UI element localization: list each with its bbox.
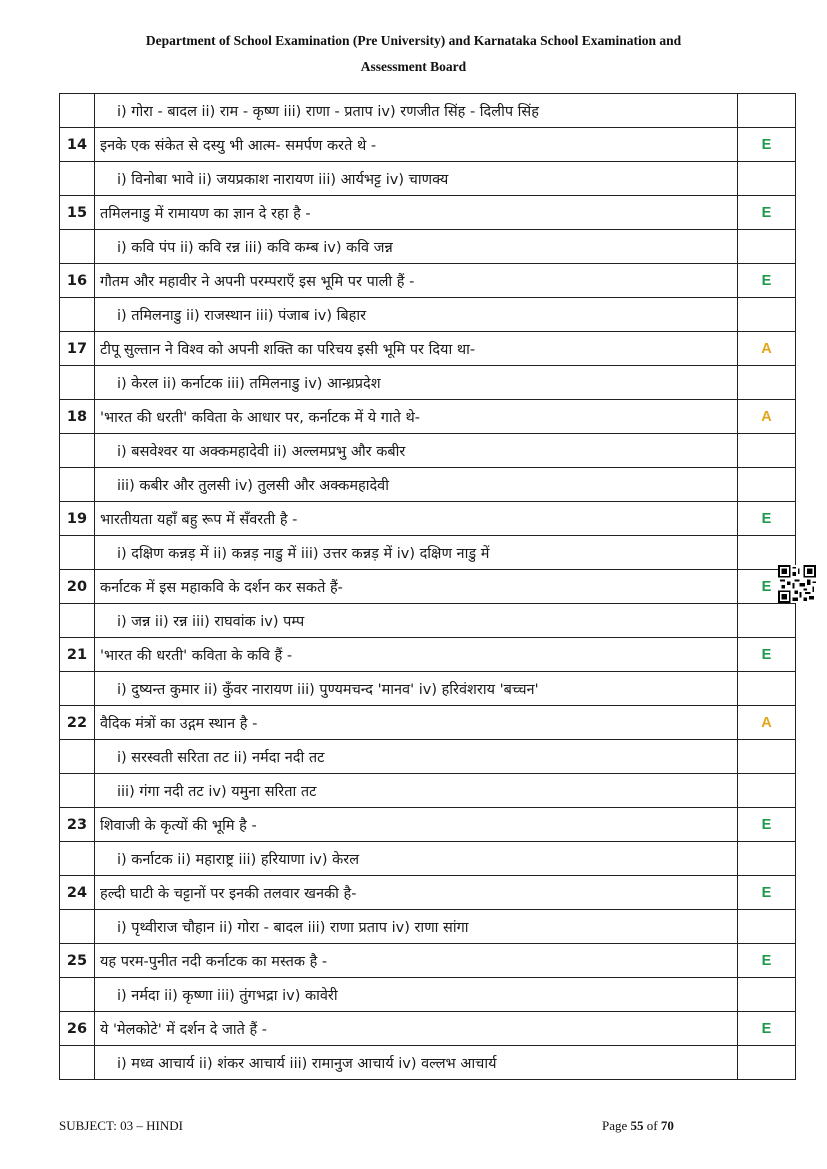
difficulty-level xyxy=(738,230,796,264)
question-row xyxy=(60,808,796,842)
question-number xyxy=(60,94,95,128)
difficulty-level: E xyxy=(738,264,796,298)
difficulty-level xyxy=(738,910,796,944)
question-number: 25 xyxy=(60,944,95,978)
difficulty-level: E xyxy=(738,570,796,604)
question-text: वैदिक मंत्रों का उद्गम स्थान है - xyxy=(95,706,738,740)
question-number xyxy=(60,774,95,808)
footer-page-word: Page xyxy=(602,1118,628,1133)
difficulty-level: A xyxy=(738,706,796,740)
question-row xyxy=(60,196,796,230)
question-number xyxy=(60,604,95,638)
options-row xyxy=(60,842,796,876)
question-text: हल्दी घाटी के चट्टानों पर इनकी तलवार खनकी है- xyxy=(95,876,738,910)
difficulty-level: E xyxy=(738,502,796,536)
difficulty-level xyxy=(738,978,796,1012)
difficulty-level: E xyxy=(738,128,796,162)
options-text: i) कर्नाटक ii) महाराष्ट्र iii) हरियाणा iv) केरल xyxy=(95,842,738,876)
question-text: कर्नाटक में इस महाकवि के दर्शन कर सकते हैं- xyxy=(95,570,738,604)
question-row xyxy=(60,264,796,298)
question-number: 23 xyxy=(60,808,95,842)
question-number: 21 xyxy=(60,638,95,672)
question-text: 'भारत की धरती' कविता के आधार पर, कर्नाटक में ये गाते थे- xyxy=(95,400,738,434)
question-number: 16 xyxy=(60,264,95,298)
question-number: 20 xyxy=(60,570,95,604)
options-row xyxy=(60,604,796,638)
difficulty-level xyxy=(738,366,796,400)
difficulty-level xyxy=(738,94,796,128)
options-text: i) दुष्यन्त कुमार ii) कुँवर नारायण iii) पुण्यमचन्द 'मानव' iv) हरिवंशराय 'बच्चन' xyxy=(95,672,738,706)
options-text: i) गोरा - बादल ii) राम - कृष्ण iii) राणा - प्रताप iv) रणजीत सिंह - दिलीप सिंह xyxy=(95,94,738,128)
footer-page xyxy=(602,1118,674,1134)
difficulty-level xyxy=(738,774,796,808)
options-text: i) बसवेश्वर या अक्कमहादेवी ii) अल्लमप्रभु और कबीर xyxy=(95,434,738,468)
question-text: 'भारत की धरती' कविता के कवि हैं - xyxy=(95,638,738,672)
question-text: गौतम और महावीर ने अपनी परम्पराएँ इस भूमि पर पाली हैं - xyxy=(95,264,738,298)
options-row xyxy=(60,434,796,468)
difficulty-level: E xyxy=(738,944,796,978)
question-number: 26 xyxy=(60,1012,95,1046)
question-number xyxy=(60,366,95,400)
options-text: i) जन्न ii) रन्न iii) राघवांक iv) पम्प xyxy=(95,604,738,638)
options-row xyxy=(60,162,796,196)
footer-page-of: of xyxy=(646,1118,658,1133)
difficulty-level xyxy=(738,162,796,196)
question-text: ये 'मेलकोटे' में दर्शन दे जाते हैं - xyxy=(95,1012,738,1046)
question-row xyxy=(60,332,796,366)
difficulty-level: E xyxy=(738,876,796,910)
options-row xyxy=(60,536,796,570)
question-number xyxy=(60,1046,95,1080)
options-text: i) तमिलनाडु ii) राजस्थान iii) पंजाब iv) बिहार xyxy=(95,298,738,332)
footer-page-total: 70 xyxy=(660,1118,674,1133)
question-number xyxy=(60,910,95,944)
question-number xyxy=(60,978,95,1012)
difficulty-level xyxy=(738,604,796,638)
question-row xyxy=(60,502,796,536)
question-text: इनके एक संकेत से दस्यु भी आत्म- समर्पण करते थे - xyxy=(95,128,738,162)
options-row xyxy=(60,298,796,332)
question-number xyxy=(60,536,95,570)
options-text: i) मध्व आचार्य ii) शंकर आचार्य iii) रामानुज आचार्य iv) वल्लभ आचार्य xyxy=(95,1046,738,1080)
options-row xyxy=(60,230,796,264)
options-row xyxy=(60,1046,796,1080)
question-text: टीपू सुल्तान ने विश्व को अपनी शक्ति का परिचय इसी भूमि पर दिया था- xyxy=(95,332,738,366)
question-row xyxy=(60,638,796,672)
question-number: 17 xyxy=(60,332,95,366)
options-text: i) दक्षिण कन्नड़ में ii) कन्नड़ नाडु में iii) उत्तर कन्नड़ में iv) दक्षिण नाडु में xyxy=(95,536,738,570)
question-number: 19 xyxy=(60,502,95,536)
footer-page-current: 55 xyxy=(630,1118,644,1133)
question-text: शिवाजी के कृत्यों की भूमि है - xyxy=(95,808,738,842)
question-row xyxy=(60,876,796,910)
question-number xyxy=(60,842,95,876)
question-number xyxy=(60,230,95,264)
difficulty-level: E xyxy=(738,808,796,842)
difficulty-level: E xyxy=(738,1012,796,1046)
question-text: तमिलनाडु में रामायण का ज्ञान दे रहा है - xyxy=(95,196,738,230)
question-table xyxy=(59,93,796,1080)
options-row xyxy=(60,366,796,400)
question-number xyxy=(60,672,95,706)
question-number: 18 xyxy=(60,400,95,434)
question-number xyxy=(60,434,95,468)
difficulty-level xyxy=(738,740,796,774)
options-row xyxy=(60,774,796,808)
header-line-1: Department of School Examination (Pre University) and Karnataka School Examination and xyxy=(145,33,682,48)
options-row xyxy=(60,672,796,706)
options-text: i) पृथ्वीराज चौहान ii) गोरा - बादल iii) राणा प्रताप iv) राणा सांगा xyxy=(95,910,738,944)
difficulty-level: A xyxy=(738,332,796,366)
question-row xyxy=(60,400,796,434)
difficulty-level xyxy=(738,468,796,502)
question-row xyxy=(60,944,796,978)
options-row xyxy=(60,94,796,128)
difficulty-level xyxy=(738,434,796,468)
difficulty-level xyxy=(738,672,796,706)
difficulty-level: E xyxy=(738,638,796,672)
question-number xyxy=(60,298,95,332)
question-number xyxy=(60,468,95,502)
question-number: 14 xyxy=(60,128,95,162)
question-number: 15 xyxy=(60,196,95,230)
difficulty-level xyxy=(738,842,796,876)
options-text: i) नर्मदा ii) कृष्णा iii) तुंगभद्रा iv) कावेरी xyxy=(95,978,738,1012)
options-row xyxy=(60,468,796,502)
header-line-2: Assessment Board xyxy=(360,59,467,74)
difficulty-level xyxy=(738,1046,796,1080)
question-number: 24 xyxy=(60,876,95,910)
difficulty-level: A xyxy=(738,400,796,434)
question-text: भारतीयता यहाँ बहु रूप में सँवरती है - xyxy=(95,502,738,536)
question-number: 22 xyxy=(60,706,95,740)
footer-subject: SUBJECT: 03 – HINDI xyxy=(59,1118,183,1133)
question-table-body xyxy=(60,94,796,1080)
question-row xyxy=(60,706,796,740)
question-row xyxy=(60,128,796,162)
options-text: iii) गंगा नदी तट iv) यमुना सरिता तट xyxy=(95,774,738,808)
options-row xyxy=(60,978,796,1012)
difficulty-level xyxy=(738,298,796,332)
options-text: i) सरस्वती सरिता तट ii) नर्मदा नदी तट xyxy=(95,740,738,774)
question-number xyxy=(60,740,95,774)
options-text: i) कवि पंप ii) कवि रन्न iii) कवि कम्ब iv) कवि जन्न xyxy=(95,230,738,264)
question-text: यह परम-पुनीत नदी कर्नाटक का मस्तक है - xyxy=(95,944,738,978)
question-number xyxy=(60,162,95,196)
question-row xyxy=(60,1012,796,1046)
options-text: i) केरल ii) कर्नाटक iii) तमिलनाडु iv) आन्ध्रप्रदेश xyxy=(95,366,738,400)
options-text: i) विनोबा भावे ii) जयप्रकाश नारायण iii) आर्यभट्ट iv) चाणक्य xyxy=(95,162,738,196)
qr-code-icon xyxy=(778,565,816,603)
options-row xyxy=(60,910,796,944)
question-row xyxy=(60,570,796,604)
difficulty-level: E xyxy=(738,196,796,230)
options-row xyxy=(60,740,796,774)
options-text: iii) कबीर और तुलसी iv) तुलसी और अक्कमहादेवी xyxy=(95,468,738,502)
